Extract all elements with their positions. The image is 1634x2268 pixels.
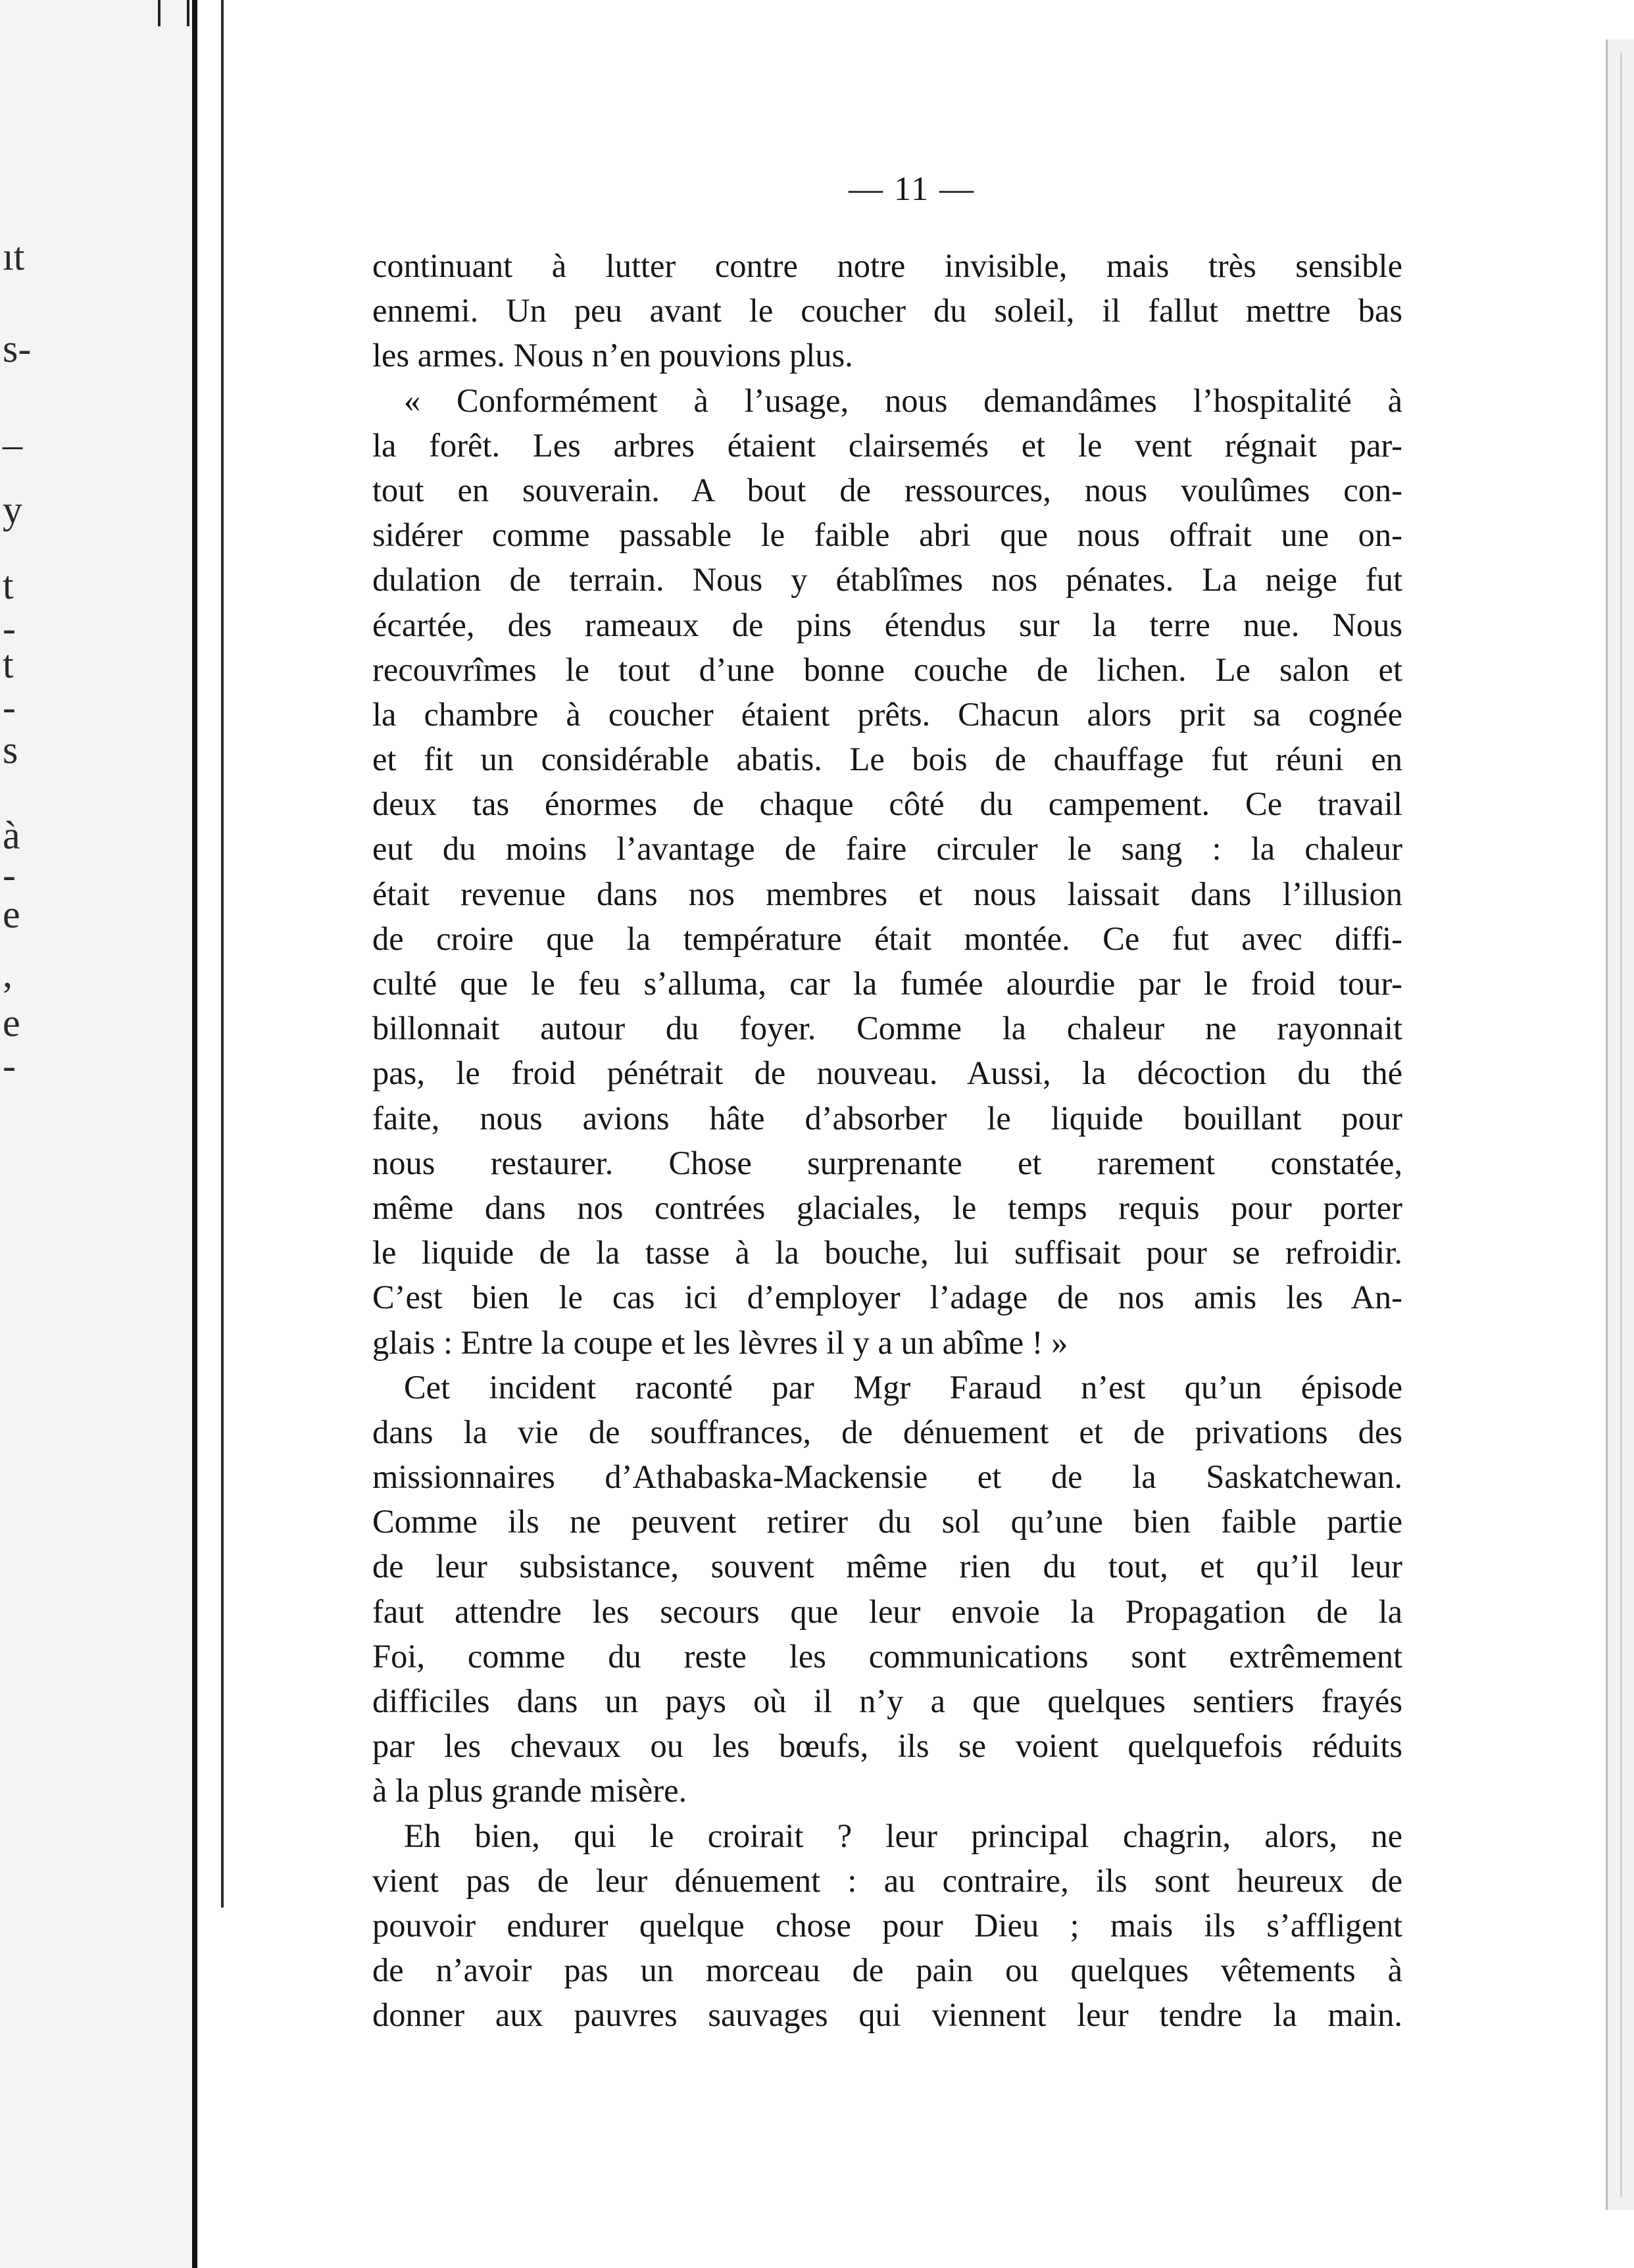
facing-page-fragment: s — [3, 728, 18, 772]
page-stack-edge-line — [1620, 53, 1622, 2197]
binding-mark — [158, 0, 189, 26]
facing-page-fragment: e — [3, 893, 20, 936]
text-line: continuant à lutter contre notre invisible, mais très sensible — [372, 247, 1402, 284]
facing-page-fragment: _ — [3, 409, 22, 453]
text-line: de leur subsistance, souvent même rien du tout, et qu’il leur — [372, 1548, 1402, 1585]
text-line: dulation de terrain. Nous y établîmes nos pénates. La neige fut — [372, 561, 1402, 599]
facing-page-fragment: t — [3, 564, 14, 607]
facing-page-fragment: y — [3, 488, 22, 531]
facing-page-edge — [0, 0, 192, 2268]
text-line: glais : Entre la coupe et les lèvres il y a un abîme ! » — [372, 1323, 1068, 1361]
text-line: C’est bien le cas ici d’employer l’adage de nos amis les An- — [372, 1279, 1402, 1316]
text-line: à la plus grande misère. — [372, 1772, 687, 1810]
text-line: Eh bien, qui le croirait ? leur principal chagrin, alors, ne — [404, 1817, 1402, 1854]
text-line: « Conformément à l’usage, nous demandâmes l’hospitalité à — [404, 382, 1402, 419]
text-line: sidérer comme passable le faible abri que nous offrait une on- — [372, 516, 1402, 554]
facing-page-text-fragments — [0, 0, 39, 2268]
facing-page-fragment: - — [3, 685, 16, 729]
text-line: recouvrîmes le tout d’une bonne couche de lichen. Le salon et — [372, 651, 1402, 688]
body-text — [372, 243, 1402, 2038]
book-page — [224, 0, 1608, 2268]
text-line: dans la vie de souffrances, de dénuement et de privations des — [372, 1413, 1402, 1450]
text-line: eut du moins l’avantage de faire circuler le sang : la chaleur — [372, 830, 1402, 868]
facing-page-fragment: - — [3, 606, 16, 650]
text-line: Cet incident raconté par Mgr Faraud n’est qu’un épisode — [404, 1368, 1402, 1406]
facing-page-fragment: e — [3, 1001, 20, 1045]
text-line: de n’avoir pas un morceau de pain ou quelques vêtements à — [372, 1952, 1402, 1989]
text-line: par les chevaux ou les bœufs, ils se voient quelquefois réduits — [372, 1727, 1402, 1765]
text-line: tout en souverain. A bout de ressources, nous voulûmes con- — [372, 471, 1402, 508]
text-line: billonnait autour du foyer. Comme la chaleur ne rayonnait — [372, 1010, 1402, 1047]
text-line: écartée, des rameaux de pins étendus sur la terre nue. Nous — [372, 606, 1402, 643]
text-line: missionnaires d’Athabaska-Mackensie et de la Saskatchewan. — [372, 1458, 1402, 1496]
facing-page-fragment: - — [3, 853, 16, 897]
text-line: Comme ils ne peuvent retirer du sol qu’une bien faible partie — [372, 1503, 1402, 1541]
text-line: la chambre à coucher étaient prêts. Chacun alors prit sa cognée — [372, 695, 1402, 733]
text-line: pas, le froid pénétrait de nouveau. Aussi, la décoction du thé — [372, 1054, 1402, 1092]
facing-page-fragment: s- — [3, 327, 32, 370]
text-line: culté que le feu s’alluma, car la fumée alourdie par le froid tour- — [372, 965, 1402, 1002]
text-line: Foi, comme du reste les communications sont extrêmement — [372, 1637, 1402, 1675]
facing-page-fragment: - — [3, 1044, 16, 1087]
text-line: difficiles dans un pays où il n’y a que quelques sentiers frayés — [372, 1683, 1402, 1719]
text-line: faite, nous avions hâte d’absorber le liquide bouillant pour — [372, 1099, 1402, 1137]
text-line: vient pas de leur dénuement : au contraire, ils sont heureux de — [372, 1861, 1402, 1899]
text-line: ennemi. Un peu avant le coucher du soleil, il fallut mettre bas — [372, 292, 1402, 330]
text-line: le liquide de la tasse à la bouche, lui suffisait pour se refroidir. — [372, 1234, 1402, 1271]
facing-page-fragment: t — [3, 643, 14, 686]
facing-page-fragment: à — [3, 814, 20, 857]
text-line: de croire que la température était montée. Ce fut avec diffi- — [372, 920, 1402, 957]
text-line: était revenue dans nos membres et nous laissait dans l’illusion — [372, 875, 1402, 912]
text-line: donner aux pauvres sauvages qui viennent leur tendre la main. — [372, 1996, 1402, 2034]
page-number: — 11 — — [848, 170, 976, 208]
facing-page-fragment: ıt — [3, 235, 25, 278]
text-line: même dans nos contrées glaciales, le temps requis pour porter — [372, 1189, 1402, 1226]
text-line: la forêt. Les arbres étaient clairsemés et le vent régnait par- — [372, 426, 1402, 464]
gutter-shadow — [192, 0, 197, 2268]
text-line: nous restaurer. Chose surprenante et rarement constatée, — [372, 1144, 1402, 1181]
text-line: pouvoir endurer quelque chose pour Dieu ; mais ils s’affligent — [372, 1906, 1402, 1944]
text-line: et fit un considérable abatis. Le bois de chauffage fut réuni en — [372, 741, 1402, 778]
text-line: deux tas énormes de chaque côté du campement. Ce travail — [372, 785, 1402, 823]
text-line: faut attendre les secours que leur envoie la Propagation de la — [372, 1592, 1402, 1630]
facing-page-fragment: , — [3, 952, 12, 995]
text-line: les armes. Nous n’en pouvions plus. — [372, 337, 853, 374]
